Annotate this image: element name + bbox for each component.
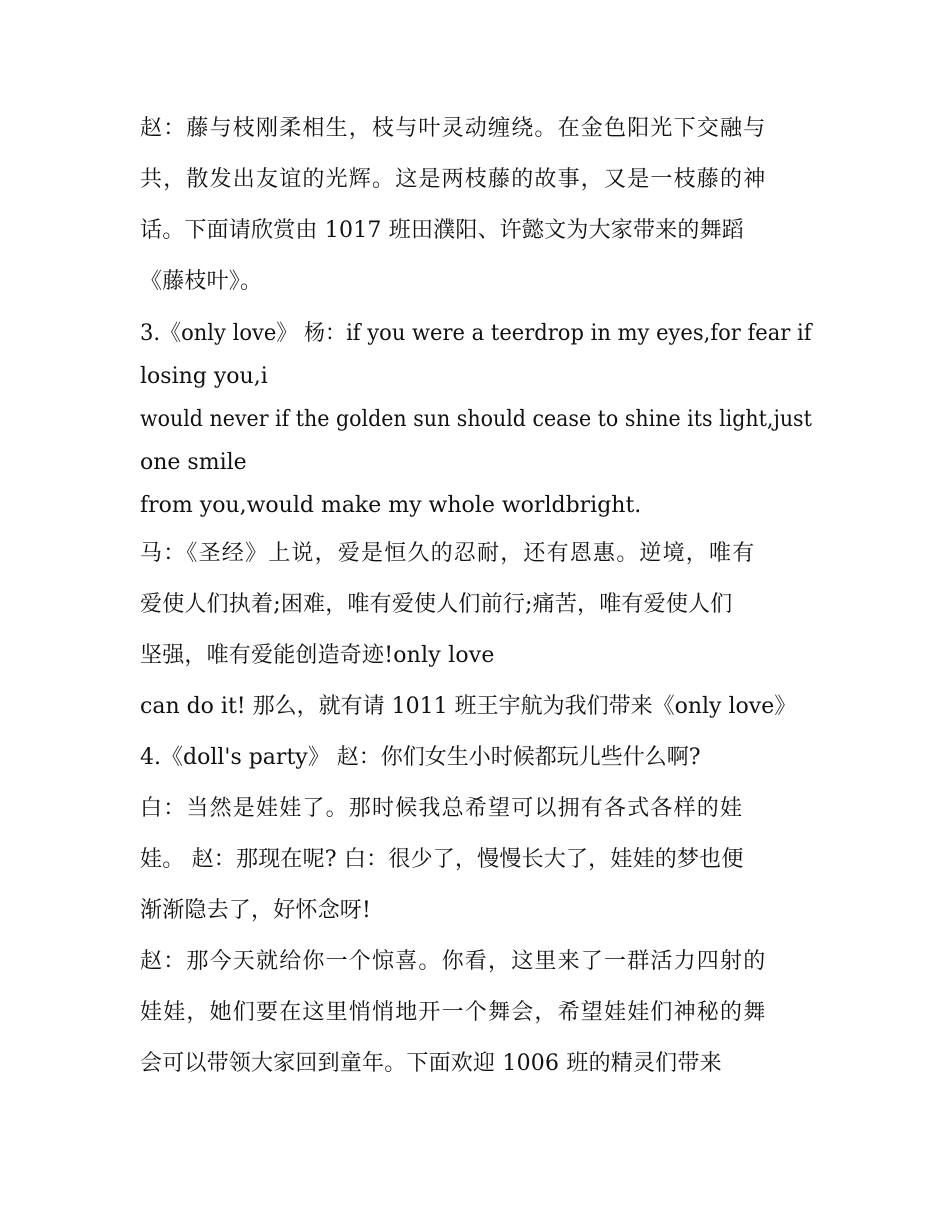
text-line: from you,would make my whole worldbright.: [140, 493, 642, 518]
text-line: 爱使人们执着;困难，唯有爱使人们前行;痛苦，唯有爱使人们: [140, 592, 733, 617]
text-line: 白：当然是娃娃了。那时候我总希望可以拥有各式各样的娃: [140, 796, 744, 821]
text-line: 渐渐隐去了，好怀念呀!: [140, 898, 372, 923]
text-line: 赵：藤与枝刚柔相生，枝与叶灵动缠绕。在金色阳光下交融与: [140, 116, 767, 141]
text-line: 赵：那今天就给你一个惊喜。你看，这里来了一群活力四射的: [140, 949, 767, 974]
text-line: 共，散发出友谊的光辉。这是两枝藤的故事，又是一枝藤的神: [140, 167, 767, 192]
text-line: 3.《only love》 杨：if you were a teerdrop in my eyes,for fear if: [140, 321, 812, 346]
text-line: 坚强，唯有爱能创造奇迹!only love: [140, 643, 495, 668]
text-line: losing you,i: [140, 364, 268, 389]
text-line: 娃。 赵：那现在呢? 白：很少了，慢慢长大了，娃娃的梦也便: [140, 847, 744, 872]
text-line: 马：《圣经》上说，爱是恒久的忍耐，还有恩惠。逆境，唯有: [140, 541, 756, 566]
text-line: 4.《doll's party》 赵：你们女生小时候都玩儿些什么啊?: [140, 745, 701, 770]
text-line: can do it! 那么，就有请 1011 班王宇航为我们带来《only love》: [140, 694, 797, 719]
text-line: 娃娃，她们要在这里悄悄地开一个舞会，希望娃娃们神秘的舞: [140, 1000, 767, 1025]
text-line: would never if the golden sun should cease to shine its light,just: [140, 407, 812, 432]
text-line: 《藤枝叶》。: [140, 269, 263, 294]
text-line: 会可以带领大家回到童年。下面欢迎 1006 班的精灵们带来: [140, 1051, 722, 1076]
text-line: 话。下面请欣赏由 1017 班田濮阳、许懿文为大家带来的舞蹈: [140, 218, 744, 243]
text-line: one smile: [140, 450, 247, 475]
